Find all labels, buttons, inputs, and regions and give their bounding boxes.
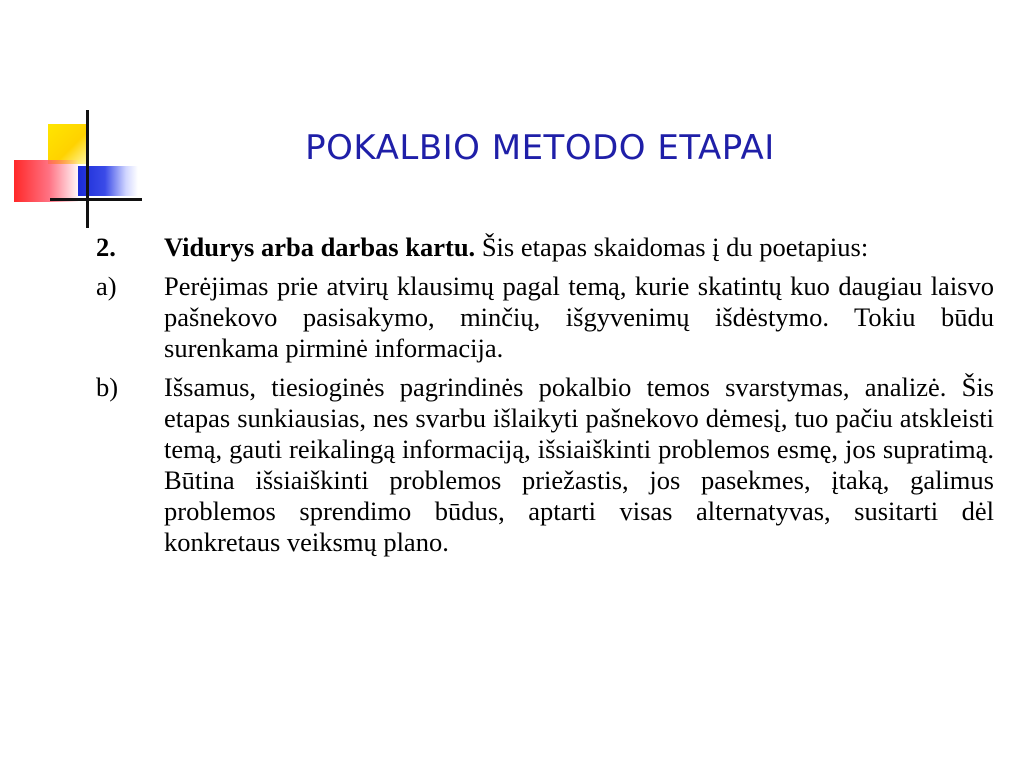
list-marker: 2. xyxy=(96,232,116,262)
list-marker: a) xyxy=(96,271,117,301)
list-item-2 xyxy=(96,232,994,263)
list-item-lead: Vidurys arba darbas kartu. xyxy=(164,232,476,262)
vertical-line xyxy=(86,110,89,228)
horizontal-line xyxy=(50,198,142,201)
list-item-text: Išsamus, tiesioginės pagrindinės pokalbio temos svarstymas, analizė. Šis etapas sunkiausias, nes svarbu išlaikyti pašnekovo dėmesį, tuo pačiu atskleisti temą, gauti reikalingą informaciją, išsiaiškinti problemos esmę, jos supratimą. Būtina išsiaiškinti problemos priežastis, jos pasekmes, įtaką, galimus problemos sprendimo būdus, aptarti visas alternatyvas, susitarti dėl konkretaus veiksmų plano. xyxy=(164,372,994,557)
list-item-b xyxy=(96,372,994,558)
list-item-text xyxy=(164,232,994,263)
slide-content xyxy=(96,232,994,566)
corner-squares-logo-icon xyxy=(0,100,150,230)
list-item-text: Perėjimas prie atvirų klausimų pagal temą, kurie skatintų kuo daugiau laisvo pašnekovo pasisakymo, minčių, išgyvenimų išdėstymo. Tokiu būdu surenkama pirminė informacija. xyxy=(164,271,994,363)
list-marker: b) xyxy=(96,372,119,402)
yellow-square xyxy=(48,124,86,164)
slide-title: POKALBIO METODO ETAPAI xyxy=(305,128,775,168)
list-item-a xyxy=(96,271,994,364)
red-square xyxy=(14,160,78,202)
list-item-body: Šis etapas skaidomas į du poetapius: xyxy=(475,232,869,262)
